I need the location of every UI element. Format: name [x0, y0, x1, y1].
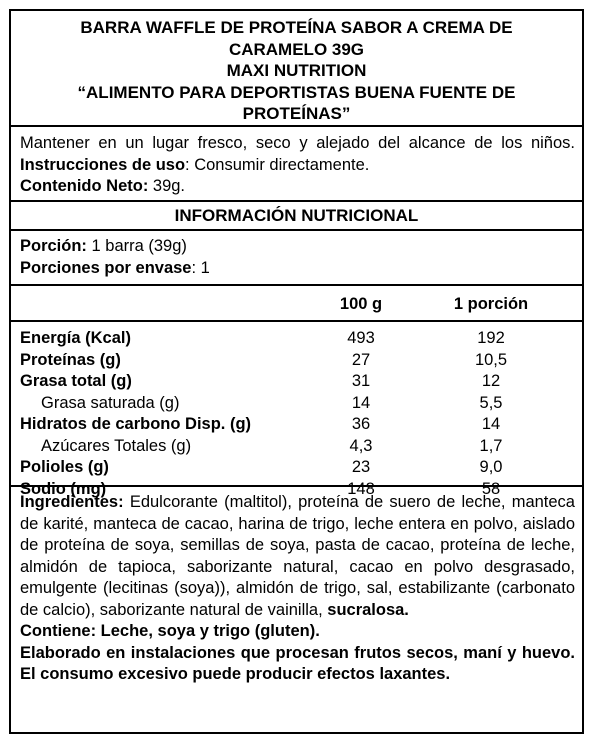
- instructions-text: : Consumir directamente.: [185, 155, 370, 174]
- product-name-line-2: CARAMELO 39G: [228, 39, 365, 59]
- divider: [11, 320, 582, 322]
- nutrient-value-portion: 9,0: [479, 458, 503, 476]
- nutrient-value-100g: 493: [347, 329, 375, 347]
- nutrient-value-portion: 12: [481, 372, 501, 390]
- nutrient-name: Grasa saturada (g): [41, 393, 180, 412]
- nutrient-value-100g: 148: [347, 479, 375, 498]
- product-claim-line-1: “ALIMENTO PARA DEPORTISTAS BUENA FUENTE DE: [77, 82, 516, 102]
- ingredients-section: [20, 492, 575, 686]
- nutrient-name: Energía (Kcal): [20, 329, 131, 347]
- nutrient-row: [11, 436, 582, 458]
- warning-statement: Elaborado en instalaciones que procesan frutos secos, maní y huevo. El consumo excesivo puede producir efectos laxantes.: [20, 643, 575, 683]
- product-name-line-1: BARRA WAFFLE DE PROTEÍNA SABOR A CREMA DE: [80, 18, 513, 37]
- nutrient-value-portion: 5,5: [479, 393, 503, 412]
- product-header: [11, 11, 582, 127]
- nutrition-facts-title: INFORMACIÓN NUTRICIONAL: [11, 202, 582, 231]
- divider: [11, 284, 582, 286]
- column-header-100g: 100 g: [339, 295, 383, 313]
- nutrient-rows: [11, 328, 582, 500]
- nutrient-row: [11, 457, 582, 479]
- ingredients-text: Edulcorante (maltitol), proteína de suero de leche, manteca de karité, manteca de cacao, harina de trigo, leche entera en polvo, aislado de proteína de soya, semillas de soya, pasta de cacao, proteína de leche, almidón de tapioca, saborizante natural, cacao en polvo desgrasado, emulgente (lecitinas (soya)), almidón de trigo, sal, estabilizante (carbonato de calcio), saborizante natural de vainilla,: [20, 493, 575, 619]
- nutrient-value-100g: 36: [351, 415, 371, 433]
- nutrient-row: [11, 350, 582, 372]
- nutrient-value-portion: 58: [481, 479, 501, 498]
- nutrient-name: Sodio (mg): [20, 479, 107, 498]
- nutrient-value-100g: 4,3: [349, 436, 373, 455]
- portion-label: Porción:: [20, 237, 87, 255]
- product-claim-line-2: PROTEÍNAS”: [242, 104, 351, 123]
- nutrient-name: Proteínas (g): [20, 350, 121, 369]
- nutrient-value-100g: 23: [351, 458, 371, 476]
- brand-name: MAXI NUTRITION: [226, 61, 367, 80]
- net-content-value: 39g.: [148, 177, 186, 195]
- nutrient-value-portion: 1,7: [479, 436, 503, 455]
- ingredients-sweetener: sucralosa.: [327, 600, 409, 619]
- instructions-label: Instrucciones de uso: [20, 155, 186, 174]
- nutrient-value-100g: 31: [351, 372, 371, 390]
- nutrient-name: Polioles (g): [20, 458, 109, 476]
- allergen-statement: Contiene: Leche, soya y trigo (gluten).: [20, 622, 320, 640]
- nutrient-value-portion: 192: [477, 329, 505, 347]
- nutrient-name: Grasa total (g): [20, 372, 132, 390]
- servings-value: : 1: [191, 259, 210, 277]
- servings-label: Porciones por envase: [20, 259, 192, 277]
- portion-info: [20, 235, 575, 279]
- usage-paragraph: [20, 133, 575, 176]
- nutrient-row: [11, 393, 582, 415]
- ingredients-label: Ingredientes:: [20, 493, 124, 511]
- nutrient-name: Azúcares Totales (g): [41, 436, 192, 455]
- storage-text: Mantener en un lugar fresco, seco y alejado del alcance de los niños.: [20, 134, 575, 152]
- net-content-label: Contenido Neto:: [20, 177, 149, 195]
- servings-per-package: [20, 257, 575, 279]
- nutrient-value-100g: 14: [351, 393, 371, 412]
- nutrition-label: [9, 9, 584, 734]
- usage-description: [20, 133, 575, 198]
- nutrient-row: [11, 414, 582, 436]
- nutrient-row: [11, 328, 582, 350]
- nutrient-name: Hidratos de carbono Disp. (g): [20, 415, 252, 433]
- divider: [11, 485, 582, 487]
- nutrient-value-100g: 27: [351, 350, 371, 369]
- net-content: [20, 176, 575, 198]
- column-header-portion: 1 porción: [453, 295, 529, 313]
- nutrition-facts-table: [11, 200, 582, 498]
- nutrient-value-portion: 14: [481, 415, 501, 433]
- ingredients-paragraph: [20, 492, 575, 621]
- portion-size: [20, 235, 575, 257]
- nutrient-value-portion: 10,5: [474, 350, 508, 369]
- portion-value: 1 barra (39g): [86, 237, 187, 255]
- nutrient-row: [11, 371, 582, 393]
